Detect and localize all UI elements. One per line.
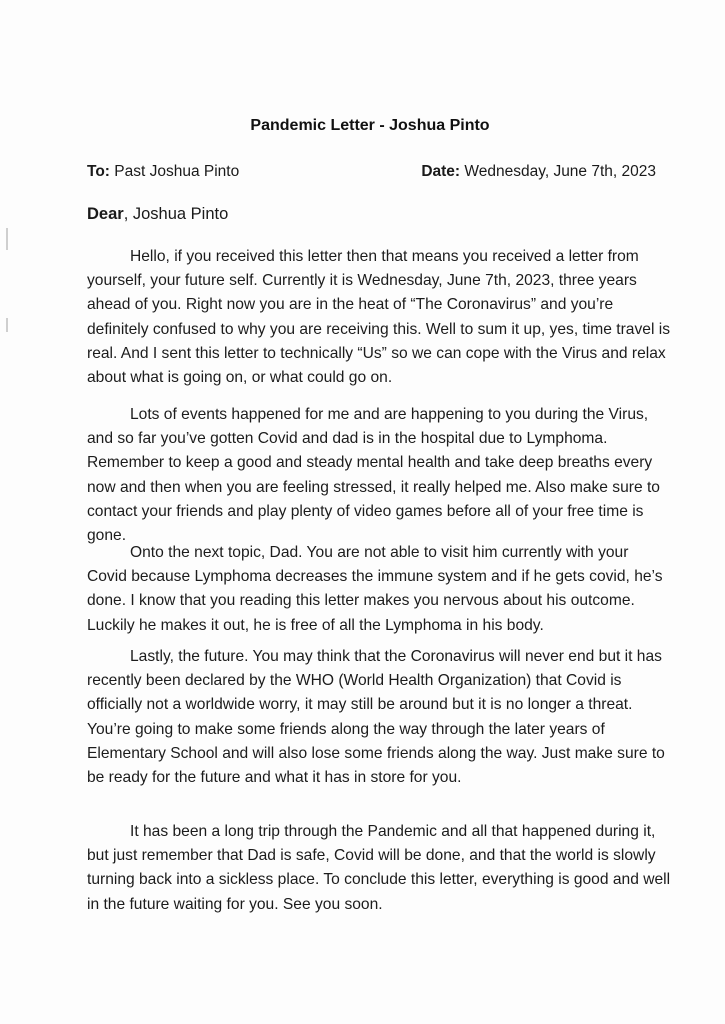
salutation-name: , Joshua Pinto bbox=[123, 205, 229, 223]
recipient-name: Past Joshua Pinto bbox=[114, 163, 240, 180]
salutation bbox=[87, 205, 228, 224]
letter-paragraph: Hello, if you received this letter then that means you received a letter from yourself, your future self. Currently it is Wednesday, June 7th, 2023, three years ahead of you. Right now you are in the heat of “The Coronavirus” and you’re definitely confused to why you are receiving this. Well to sum it up, yes, time travel is real. And I sent this letter to technically “Us” so we can cope with the Virus and relax about what is going on, or what could go on. bbox=[87, 248, 670, 387]
date-line bbox=[421, 163, 656, 181]
salutation-label: Dear bbox=[87, 205, 124, 223]
letter-paragraph: It has been a long trip through the Pandemic and all that happened during it, but just remember that Dad is safe, Covid will be done, and that the world is slowly turning back into a sickless place. To conclude this letter, everything is good and well in the future waiting for you. See you soon. bbox=[87, 823, 671, 913]
recipient-label: To: bbox=[87, 163, 110, 180]
letter-paragraph: Lastly, the future. You may think that the Coronavirus will never end but it has recently been declared by the WHO (World Health Organization) that Covid is officially not a worldwide worry, it may still be around but it is no longer a threat. You’re going to make some friends along the way through the later years of Elementary School and will also lose some friends along the way. Just make sure to be ready for the future and what it has in store for you. bbox=[87, 648, 665, 787]
date-value: Wednesday, June 7th, 2023 bbox=[464, 163, 656, 180]
recipient-line bbox=[87, 163, 239, 181]
letter-title: Pandemic Letter - Joshua Pinto bbox=[250, 117, 490, 134]
letter-paragraph: Lots of events happened for me and are happening to you during the Virus, and so far you’ve gotten Covid and dad is in the hospital due to Lymphoma. Remember to keep a good and steady mental health and take deep breaths every now and then when you are feeling stressed, it really helped me. Also make sure to contact your friends and play plenty of video games before all of your free time is gone. bbox=[87, 406, 660, 545]
scan-edge-mark bbox=[6, 228, 8, 250]
letter-paragraph: Onto the next topic, Dad. You are not able to visit him currently with your Covid because Lymphoma decreases the immune system and if he gets covid, he’s done. I know that you reading this letter makes you nervous about his outcome. Luckily he makes it out, he is free of all the Lymphoma in his body. bbox=[87, 544, 663, 634]
scan-edge-mark bbox=[6, 318, 8, 332]
date-label: Date: bbox=[421, 163, 461, 180]
